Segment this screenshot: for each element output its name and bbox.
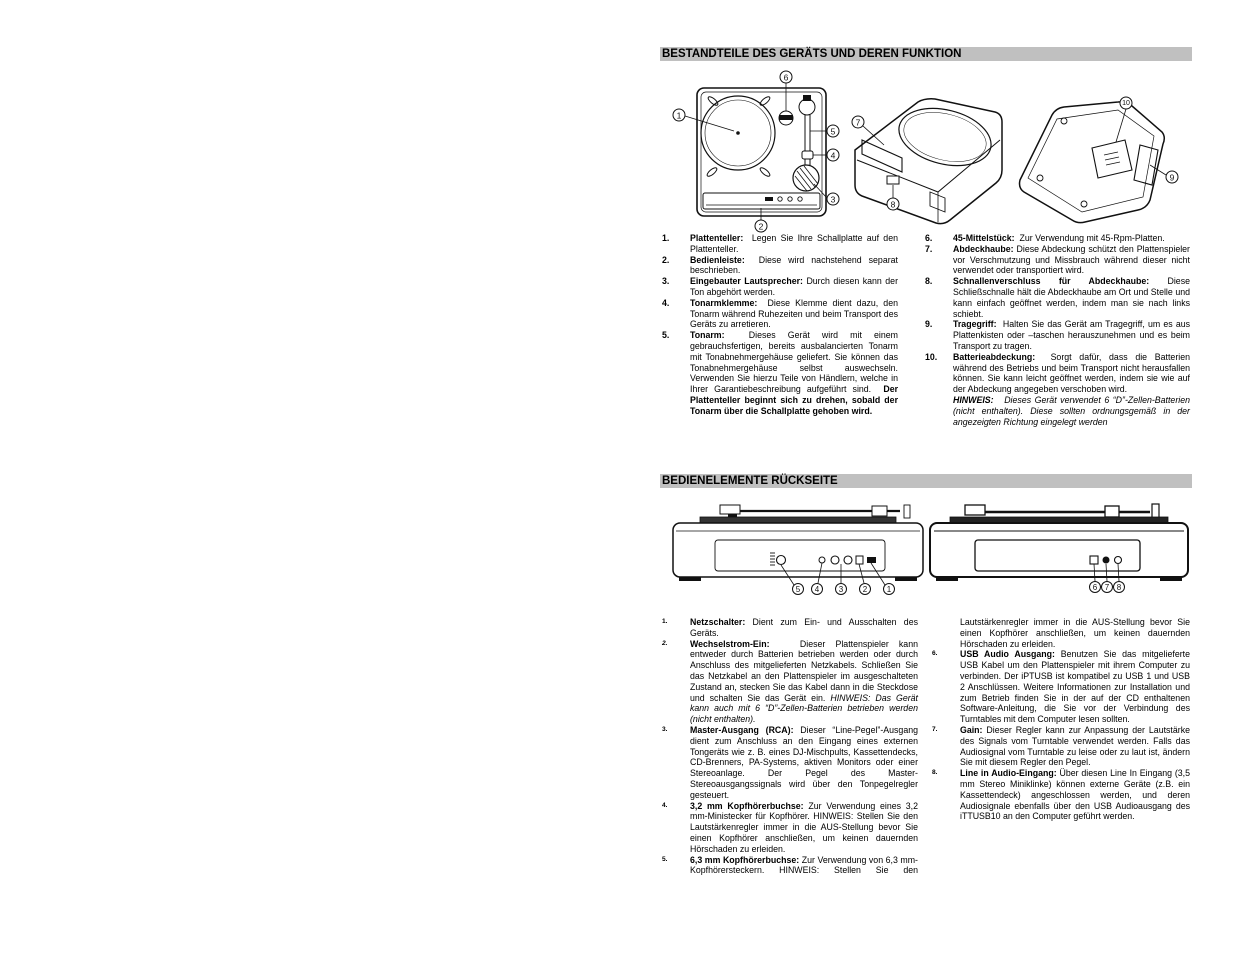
item-number: 5. bbox=[662, 330, 670, 341]
arm-rest bbox=[904, 505, 910, 518]
item-term: Bedienleiste: bbox=[690, 254, 745, 265]
item-number: 1. bbox=[662, 618, 668, 625]
item-term: Schnallenverschluss für Abdeckhaube: bbox=[953, 276, 1150, 287]
item-text: Zur Verwendung von 6,3 mm- Kopfhörersteckern. HINWEIS: Stellen Sie den bbox=[690, 854, 918, 876]
callout-label: 8 bbox=[1116, 583, 1122, 592]
item-number: 7. bbox=[932, 725, 938, 733]
item-term: Tonarm: bbox=[690, 330, 725, 341]
item-note: HINWEIS: Das Gerät kann auch mit 6 “D”-Zellen-Batterien betrieben werden (nicht enthalten). bbox=[690, 692, 918, 725]
item-text-continued: Lautstärkenregler immer in die AUS-Stellung bevor Sie einen Kopfhörer anschließen, um keinen dauernden Hörschaden zu erleiden. bbox=[960, 617, 1190, 649]
turntable-lid-view bbox=[855, 99, 1002, 224]
item-term: Tonarmklemme: bbox=[690, 297, 758, 308]
gain-knob bbox=[1103, 557, 1110, 564]
foot bbox=[679, 577, 701, 581]
item-text: Diese Abdeckung schützt den Plattenspieler vor Verschmutzung und Missbrauch während dieser nicht verwendet oder transportiert wird. bbox=[953, 243, 1190, 276]
callout-label: 2 bbox=[862, 585, 868, 594]
headshell bbox=[965, 505, 985, 515]
item-term: Netzschalter: bbox=[690, 617, 746, 627]
list-item bbox=[662, 617, 918, 639]
item-text: Dieser Regler kann zur Anpassung der Lautstärke des Signals vom Turntable verwendet werden. Falls das Audiosignal vom Turntable zu leise oder zu laut ist, ändern Sie mit diesem Regler den Pegel. bbox=[960, 724, 1190, 768]
section1-list-right bbox=[925, 233, 1190, 427]
item-number: 4. bbox=[662, 801, 668, 809]
item-number: 8. bbox=[925, 276, 933, 287]
item-text: Diese Klemme dient dazu, den Tonarm während Ruhezeiten und beim Transport des Geräts zu arretieren. bbox=[690, 297, 898, 330]
item-number: 1. bbox=[662, 233, 670, 243]
counterweight bbox=[803, 95, 811, 101]
item-term: Gain: bbox=[960, 724, 983, 735]
item-term: USB Audio Ausgang: bbox=[960, 649, 1055, 660]
item-text: Dieser “Line-Pegel”-Ausgang dient zum Anschluss an den Eingang eines externen Tongeräts wie z. B. eines DJ-Mischpults, Kassettendecks, CD-Brenners, PA-Systems, aktiven Monitors oder einer Stereoanlage. Der Pegel des Master-Stereoausgangssignals wird über den Tonpegelregler gesteuert. bbox=[690, 724, 918, 800]
item-term: 45-Mittelstück: bbox=[953, 233, 1015, 243]
item-text: Dieses Gerät wird mit einem gebrauchsfertigen, bereits ausbalancierten Tonarm mit Tonabnehmergehäuse geliefert. Sie können das Tonabnehmergehäuse selbst auswechseln. Verwenden Sie hierzu Teile von Händlern, welche in Ihrer Garantiebeschreibung aufgeführt sind. bbox=[690, 330, 898, 395]
list-item bbox=[662, 330, 898, 416]
list-item bbox=[925, 244, 1190, 276]
item-term: 3,2 mm Kopfhörerbuchse: bbox=[690, 800, 804, 811]
item-term: Abdeckhaube: bbox=[953, 243, 1014, 254]
list-item bbox=[932, 649, 1190, 725]
item-body bbox=[960, 725, 1190, 768]
item-body bbox=[953, 233, 1190, 244]
item-number: 5. bbox=[662, 855, 668, 863]
item-body bbox=[953, 244, 1190, 276]
item-text: Sorgt dafür, dass die Batterien während des Betriebs und beim Transport nicht herausfallen können. Sie kann leicht geöffnet werden, indem sie wie auf der Abdeckung angegeben verschoben wird. bbox=[953, 351, 1190, 395]
lid-latch bbox=[887, 176, 899, 184]
list-item bbox=[925, 233, 1190, 244]
list-item bbox=[662, 725, 918, 801]
list-item bbox=[662, 233, 898, 255]
section2-list-right bbox=[932, 617, 1190, 822]
callout-label: 7 bbox=[855, 117, 861, 128]
item-text: Über diesen Line In Eingang (3,5 mm Stereo Miniklinke) können externe Geräte (z.B. ein Kassettendeck) angeschlossen werden, und deren Audiosignale ebenfalls über den USB Audioausgang des iTTUSB10 an den Computer geführt werden. bbox=[960, 768, 1191, 822]
counterweight bbox=[1105, 506, 1119, 517]
item-number: 10. bbox=[925, 351, 938, 362]
foot bbox=[895, 577, 917, 581]
item-body bbox=[953, 319, 1190, 351]
callout-label: 5 bbox=[795, 585, 801, 594]
item-body bbox=[690, 855, 918, 877]
item-note bbox=[953, 395, 1190, 427]
list-item bbox=[662, 255, 898, 277]
callout-label: 4 bbox=[830, 150, 836, 161]
section1-heading: BESTANDTEILE DES GERÄTS UND DEREN FUNKTION bbox=[660, 47, 1192, 61]
rear-view bbox=[673, 505, 923, 581]
list-item bbox=[932, 725, 1190, 768]
adapter-45-slot bbox=[779, 115, 793, 120]
item-text: Dient zum Ein- und Ausschalten des Geräts. bbox=[690, 617, 918, 638]
item-number: 8. bbox=[932, 769, 938, 777]
item-number: 6. bbox=[925, 233, 933, 243]
item-text: Benutzen Sie das mitgelieferte USB Kabel um den Plattenspieler mit ihrem Computer zu verbinden. Der iPTUSB ist kompatibel zu USB 1 und USB 2 Anschlüssen. Weitere Informationen zur Installation und zum Betrieb finden Sie in der auf der CD enthaltenen Software-Anleitung, die Sie vor der Verbindung des Turntables mit dem Computer lesen sollten. bbox=[960, 649, 1190, 725]
control-slider bbox=[765, 197, 773, 201]
item-body bbox=[690, 801, 918, 855]
callout-label: 3 bbox=[838, 585, 844, 594]
counterweight bbox=[872, 506, 887, 516]
item-term: Tragegriff: bbox=[953, 319, 997, 330]
item-text: Halten Sie das Gerät am Tragegriff, um es aus Plattenkisten oder –taschen herauszunehmen und es beim Transport zu tragen. bbox=[953, 319, 1191, 351]
item-text: Legen Sie Ihre Schallplatte auf den Plattenteller. bbox=[690, 233, 898, 254]
item-text: Zur Verwendung eines 3,2 mm-Ministecker für Kopfhörer. HINWEIS: Stellen Sie den Lautstärkenregler immer in die AUS-Stellung bevor Sie einen Kopfhörer anschließen, um keinen dauernden Hörschaden zu erleiden. bbox=[690, 800, 918, 854]
item-emphasis: Der Plattenteller beginnt sich zu drehen, sobald der Tonarm über die Schallplatte gehoben wird. bbox=[690, 384, 899, 416]
item-number: 4. bbox=[662, 297, 670, 308]
list-item bbox=[925, 319, 1190, 351]
item-term: Batterieabdeckung: bbox=[953, 351, 1036, 362]
callout-label: 6 bbox=[1092, 583, 1098, 592]
case-outline bbox=[1020, 102, 1165, 223]
power-switch bbox=[867, 557, 876, 563]
callout-label: 5 bbox=[830, 126, 836, 137]
section2-list-left bbox=[662, 617, 918, 876]
callout-label: 2 bbox=[758, 221, 764, 232]
item-term: Line in Audio-Eingang: bbox=[960, 768, 1057, 779]
item-number: 9. bbox=[925, 319, 933, 330]
item-number: 2. bbox=[662, 639, 668, 647]
callout-label: 1 bbox=[676, 110, 682, 121]
turntable-top-view bbox=[697, 88, 826, 216]
callout-label: 6 bbox=[783, 72, 789, 83]
list-item bbox=[925, 352, 1190, 428]
item-number: 6. bbox=[932, 650, 938, 658]
item-body bbox=[690, 276, 898, 298]
callout-label: 1 bbox=[886, 585, 892, 594]
callout-label: 3 bbox=[830, 194, 836, 205]
callout-label: 9 bbox=[1169, 172, 1175, 183]
item-number: 2. bbox=[662, 254, 670, 265]
item-number: 7. bbox=[925, 243, 933, 254]
item-body bbox=[690, 298, 898, 330]
item-term: Wechselstrom-Ein: bbox=[690, 638, 770, 649]
item-number: 3. bbox=[662, 725, 668, 733]
item-text: Dieser Plattenspieler kann entweder durch Batterien betrieben werden oder durch Anschluss des mitgelieferten Netzkabels. Schließen Sie das Netzkabel an den Plattenspieler im ausgeschalteten Zustand an, stecken Sie das Kabel dann in die Steckdose und schalten Sie das Gerät ein. bbox=[690, 638, 918, 703]
platter-rim bbox=[700, 517, 896, 523]
list-item bbox=[662, 298, 898, 330]
turntable-underside-view bbox=[1020, 102, 1165, 223]
item-paragraph bbox=[953, 352, 1190, 395]
item-body bbox=[690, 725, 918, 801]
foot bbox=[1160, 577, 1182, 581]
list-item bbox=[925, 276, 1190, 319]
arm-rest bbox=[1152, 504, 1159, 518]
item-text: Diese wird nachstehend separat beschrieben. bbox=[690, 254, 898, 276]
rear-panel-figure bbox=[660, 496, 1192, 600]
list-item bbox=[662, 276, 898, 298]
section2-heading: BEDIENELEMENTE RÜCKSEITE bbox=[660, 474, 1192, 488]
list-item bbox=[662, 855, 918, 877]
item-body bbox=[690, 330, 898, 416]
section1-list-left bbox=[662, 233, 898, 417]
spindle bbox=[737, 132, 740, 135]
item-text: Diese Schließschnalle hält die Abdeckhaube am Ort und Stelle und kann einfach geöffnet werden, indem man sie nach links schiebt. bbox=[953, 276, 1190, 319]
item-term: Eingebauter Lautsprecher: bbox=[690, 276, 803, 287]
list-item bbox=[932, 768, 1190, 822]
callout-label: 8 bbox=[890, 199, 896, 210]
item-body bbox=[690, 255, 898, 277]
tonearm-clamp bbox=[802, 151, 813, 159]
headshell bbox=[720, 505, 740, 514]
components-figure bbox=[660, 66, 1192, 236]
callout-label: 7 bbox=[1104, 583, 1110, 592]
note-text: Dieses Gerät verwendet 6 “D”-Zellen-Batterien (nicht enthalten). Diese sollten ordnungsgemäß in der angezeigten Richtung eingelegt werden bbox=[953, 394, 1190, 427]
item-text: Durch diesen kann der Ton abgehört werden. bbox=[690, 276, 898, 297]
callout-label: 10 bbox=[1122, 100, 1130, 107]
rear-usb-view bbox=[930, 504, 1188, 581]
item-body bbox=[953, 276, 1190, 319]
item-term: 6,3 mm Kopfhörerbuchse: bbox=[690, 854, 800, 865]
item-body bbox=[960, 768, 1190, 822]
list-item bbox=[662, 639, 918, 725]
item-body bbox=[960, 649, 1190, 725]
note-label: HINWEIS: bbox=[953, 394, 994, 405]
item-body bbox=[690, 617, 918, 639]
foot bbox=[936, 577, 958, 581]
item-number: 3. bbox=[662, 276, 670, 287]
item-body bbox=[690, 233, 898, 255]
list-item bbox=[662, 801, 918, 855]
item-body bbox=[690, 639, 918, 725]
item-body bbox=[953, 352, 1190, 428]
item-term: Master-Ausgang (RCA): bbox=[690, 724, 794, 735]
item-text: Zur Verwendung mit 45-Rpm-Platten. bbox=[1019, 233, 1165, 243]
callout-label: 4 bbox=[814, 585, 820, 594]
item-term: Plattenteller: bbox=[690, 233, 744, 243]
